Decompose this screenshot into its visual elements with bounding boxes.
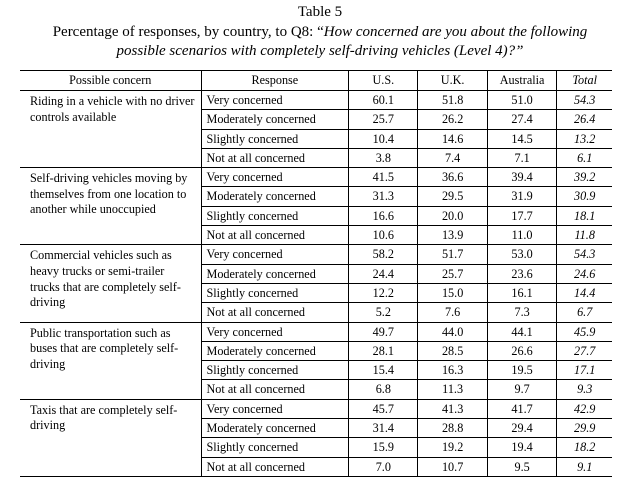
- us-value: 12.2: [349, 283, 418, 302]
- concern-label: Public transportation such as buses that are completely self-driving: [30, 325, 179, 371]
- response-cell: Slightly concerned: [201, 129, 349, 148]
- total-value: 24.6: [557, 264, 612, 283]
- australia-value: 29.4: [487, 419, 557, 438]
- us-value: 25.7: [349, 110, 418, 129]
- total-value: 42.9: [557, 399, 612, 418]
- total-value: 13.2: [557, 129, 612, 148]
- total-value: 54.3: [574, 93, 596, 107]
- uk-value: 20.0: [418, 206, 487, 225]
- uk-value: 36.6: [418, 168, 487, 187]
- uk-value: 13.9: [418, 226, 487, 245]
- caption-question-part1: How concerned are you about the following: [323, 24, 588, 40]
- uk-value: 14.6: [418, 129, 487, 148]
- us-value: 5.2: [349, 303, 418, 322]
- table-body: [20, 91, 612, 477]
- concern-cell: [20, 245, 201, 322]
- australia-value: 17.7: [487, 206, 557, 225]
- australia-value: 26.6: [487, 341, 557, 360]
- uk-value: 41.3: [418, 399, 487, 418]
- concern-cell: [20, 168, 201, 245]
- uk-value: 25.7: [418, 264, 487, 283]
- concern-label: Riding in a vehicle with no driver controls available: [30, 94, 195, 124]
- caption-prefix: Percentage of responses, by country, to Q8: “: [52, 24, 324, 40]
- header-australia: Australia: [487, 71, 557, 91]
- total-value: 27.7: [557, 341, 612, 360]
- us-value: 15.4: [349, 361, 418, 380]
- us-value: 45.7: [349, 399, 418, 418]
- uk-value: 28.8: [418, 419, 487, 438]
- response-cell: Very concerned: [201, 322, 349, 341]
- total-value: 11.8: [557, 226, 612, 245]
- header-concern: Possible concern: [20, 71, 201, 91]
- header-uk: U.K.: [418, 71, 487, 91]
- australia-value: 31.9: [487, 187, 557, 206]
- response-cell: Slightly concerned: [201, 283, 349, 302]
- response-cell: Very concerned: [201, 168, 349, 187]
- header-response: Response: [201, 71, 349, 91]
- us-value: 58.2: [349, 245, 418, 264]
- uk-value: 11.3: [418, 380, 487, 399]
- table-row: [20, 91, 612, 110]
- us-value: 7.0: [349, 457, 418, 476]
- response-cell: Very concerned: [201, 91, 349, 110]
- total-value: 6.7: [557, 303, 612, 322]
- response-cell: Moderately concerned: [201, 187, 349, 206]
- uk-value: 19.2: [418, 438, 487, 457]
- data-table: [20, 70, 612, 477]
- table-caption-line2: [0, 43, 640, 60]
- australia-value: 19.5: [487, 361, 557, 380]
- us-value: 41.5: [349, 168, 418, 187]
- concern-cell: [20, 91, 201, 168]
- uk-value: 26.2: [418, 110, 487, 129]
- us-value: 6.8: [349, 380, 418, 399]
- response-cell: Not at all concerned: [201, 226, 349, 245]
- table-row: [20, 168, 612, 187]
- header-total: Total: [557, 71, 612, 91]
- response-cell: Slightly concerned: [201, 361, 349, 380]
- australia-value: 19.4: [487, 438, 557, 457]
- uk-value: 10.7: [418, 457, 487, 476]
- us-value: 15.9: [349, 438, 418, 457]
- total-value: 9.1: [557, 457, 612, 476]
- uk-value: 15.0: [418, 283, 487, 302]
- response-cell: Moderately concerned: [201, 264, 349, 283]
- uk-value: 16.3: [418, 361, 487, 380]
- uk-value: 44.0: [418, 322, 487, 341]
- uk-value: 7.6: [418, 303, 487, 322]
- total-value: 30.9: [557, 187, 612, 206]
- us-value: 31.4: [349, 419, 418, 438]
- total-value: 6.1: [557, 148, 612, 167]
- australia-value: 11.0: [487, 226, 557, 245]
- response-cell: Very concerned: [201, 399, 349, 418]
- response-cell: Slightly concerned: [201, 206, 349, 225]
- us-value: 3.8: [349, 148, 418, 167]
- uk-value: 51.7: [418, 245, 487, 264]
- concern-label: Self-driving vehicles moving by themselves from one location to another while unoccupied: [30, 171, 188, 217]
- australia-value: 53.0: [487, 245, 557, 264]
- table-number: Table 5: [297, 4, 343, 20]
- australia-value: 39.4: [487, 168, 557, 187]
- concern-cell: [20, 322, 201, 399]
- caption-suffix: ”: [515, 43, 524, 59]
- total-value: 17.1: [557, 361, 612, 380]
- header-row: [20, 71, 612, 91]
- us-value: 10.6: [349, 226, 418, 245]
- response-cell: Very concerned: [201, 245, 349, 264]
- total-value: 39.2: [557, 168, 612, 187]
- response-cell: Not at all concerned: [201, 457, 349, 476]
- australia-value: 14.5: [487, 129, 557, 148]
- total-value: 18.2: [557, 438, 612, 457]
- table-row: [20, 322, 612, 341]
- response-cell: Not at all concerned: [201, 380, 349, 399]
- table-caption-line1: [0, 24, 640, 41]
- caption-question-part2: possible scenarios with completely self-driving vehicles (Level 4)?: [116, 43, 516, 59]
- total-value: 18.1: [557, 206, 612, 225]
- us-value: 31.3: [349, 187, 418, 206]
- australia-value: 7.3: [487, 303, 557, 322]
- us-value: 16.6: [349, 206, 418, 225]
- uk-value: 51.8: [418, 91, 487, 110]
- uk-value: 7.4: [418, 148, 487, 167]
- concern-cell: [20, 399, 201, 476]
- us-value: 28.1: [349, 341, 418, 360]
- australia-value: 23.6: [487, 264, 557, 283]
- response-cell: Not at all concerned: [201, 148, 349, 167]
- response-cell: Slightly concerned: [201, 438, 349, 457]
- us-value: 60.1: [349, 91, 418, 110]
- us-value: 10.4: [349, 129, 418, 148]
- concern-label: Commercial vehicles such as heavy trucks or semi-trailer trucks that are completely self-driving: [30, 248, 181, 310]
- header-us: U.S.: [349, 71, 418, 91]
- response-cell: Moderately concerned: [201, 419, 349, 438]
- table-row: [20, 399, 612, 418]
- australia-value: 7.1: [487, 148, 557, 167]
- australia-value: 44.1: [487, 322, 557, 341]
- us-value: 24.4: [349, 264, 418, 283]
- total-value: 9.3: [557, 380, 612, 399]
- response-cell: Moderately concerned: [201, 341, 349, 360]
- total-value: 26.4: [557, 110, 612, 129]
- concern-label: Taxis that are completely self-driving: [30, 402, 178, 433]
- uk-value: 28.5: [418, 341, 487, 360]
- table-row: [20, 245, 612, 264]
- australia-value: 16.1: [487, 283, 557, 302]
- total-value: 29.9: [557, 419, 612, 438]
- australia-value: 27.4: [487, 110, 557, 129]
- response-cell: Not at all concerned: [201, 303, 349, 322]
- uk-value: 29.5: [418, 187, 487, 206]
- australia-value: 41.7: [487, 399, 557, 418]
- australia-value: 9.7: [487, 380, 557, 399]
- response-cell: Moderately concerned: [201, 110, 349, 129]
- total-value: 14.4: [557, 283, 612, 302]
- total-value: 54.3: [557, 245, 612, 264]
- australia-value: 51.0: [487, 91, 557, 110]
- australia-value: 9.5: [487, 457, 557, 476]
- us-value: 49.7: [349, 322, 418, 341]
- total-value: 45.9: [557, 322, 612, 341]
